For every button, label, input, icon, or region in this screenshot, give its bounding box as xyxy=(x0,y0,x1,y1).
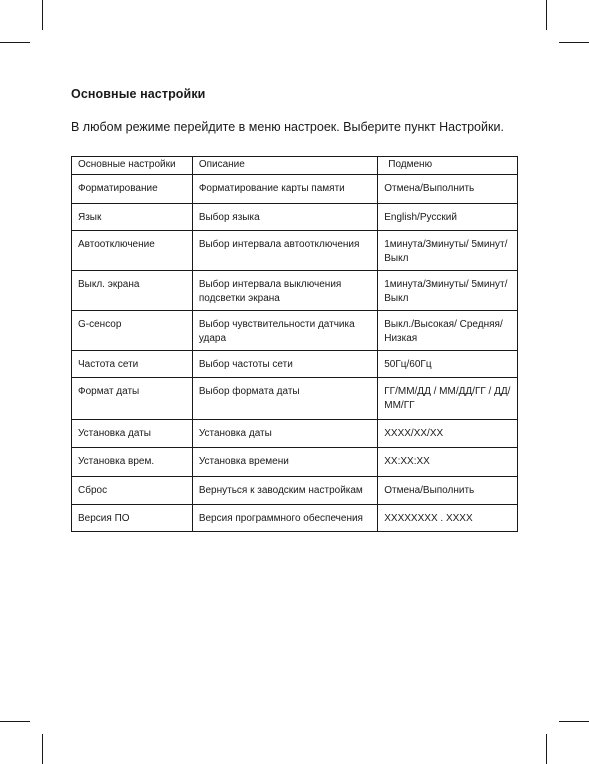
table-row xyxy=(72,420,518,448)
cell-submenu: 50Гц/60Гц xyxy=(378,351,518,378)
table-row xyxy=(72,505,518,532)
table-row xyxy=(72,175,518,204)
cell-submenu: ХХ:ХХ:ХХ xyxy=(378,448,518,477)
cell-setting-name: Формат даты xyxy=(72,378,193,420)
intro-paragraph: В любом режиме перейдите в меню настроек. Выберите пункт Настройки. xyxy=(71,120,504,134)
cell-submenu: ХХХХХХХХ . ХХХХ xyxy=(378,505,518,532)
cell-description: Выбор языка xyxy=(192,204,377,231)
crop-mark-bottom-left-vertical xyxy=(42,734,43,764)
cell-description: Выбор интервала выключения подсветки экрана xyxy=(192,271,377,311)
cell-submenu: English/Русский xyxy=(378,204,518,231)
header-description: Описание xyxy=(192,157,377,175)
cell-setting-name: Частота сети xyxy=(72,351,193,378)
cell-description: Вернуться к заводским настройкам xyxy=(192,477,377,505)
crop-mark-top-right-vertical xyxy=(546,0,547,30)
table-row xyxy=(72,311,518,351)
table-row xyxy=(72,477,518,505)
section-heading: Основные настройки xyxy=(71,87,206,101)
cell-submenu: ГГ/ММ/ДД / ММ/ДД/ГГ / ДД/ММ/ГГ xyxy=(378,378,518,420)
header-submenu: Подменю xyxy=(378,157,518,175)
crop-mark-top-right-horizontal xyxy=(559,42,589,43)
cell-description: Выбор чувствительности датчика удара xyxy=(192,311,377,351)
cell-submenu: Отмена/Выполнить xyxy=(378,477,518,505)
cell-setting-name: Сброс xyxy=(72,477,193,505)
cell-description: Установка даты xyxy=(192,420,377,448)
cell-setting-name: Автоотключение xyxy=(72,231,193,271)
table-row xyxy=(72,351,518,378)
crop-mark-bottom-right-vertical xyxy=(546,734,547,764)
cell-submenu: 1минута/3минуты/ 5минут/Выкл xyxy=(378,231,518,271)
cell-description: Установка времени xyxy=(192,448,377,477)
cell-setting-name: Форматирование xyxy=(72,175,193,204)
table-row xyxy=(72,271,518,311)
cell-submenu: Выкл./Высокая/ Средняя/Низкая xyxy=(378,311,518,351)
table-row xyxy=(72,231,518,271)
settings-table xyxy=(71,156,518,532)
cell-submenu: ХХХХ/ХХ/ХХ xyxy=(378,420,518,448)
cell-description: Выбор частоты сети xyxy=(192,351,377,378)
crop-mark-bottom-left-horizontal xyxy=(0,721,30,722)
cell-description: Выбор формата даты xyxy=(192,378,377,420)
cell-description: Версия программного обеспечения xyxy=(192,505,377,532)
crop-mark-top-left-vertical xyxy=(42,0,43,30)
cell-description: Выбор интервала автоотключения xyxy=(192,231,377,271)
cell-setting-name: Выкл. экрана xyxy=(72,271,193,311)
table-row xyxy=(72,448,518,477)
cell-description: Форматирование карты памяти xyxy=(192,175,377,204)
cell-setting-name: Установка врем. xyxy=(72,448,193,477)
table-row xyxy=(72,204,518,231)
cell-setting-name: G-сенсор xyxy=(72,311,193,351)
cell-setting-name: Язык xyxy=(72,204,193,231)
crop-mark-bottom-right-horizontal xyxy=(559,721,589,722)
cell-submenu: 1минута/3минуты/ 5минут/Выкл xyxy=(378,271,518,311)
table-header-row xyxy=(72,157,518,175)
crop-mark-top-left-horizontal xyxy=(0,42,30,43)
header-settings: Основные настройки xyxy=(72,157,193,175)
table-row xyxy=(72,378,518,420)
cell-submenu: Отмена/Выполнить xyxy=(378,175,518,204)
cell-setting-name: Версия ПО xyxy=(72,505,193,532)
cell-setting-name: Установка даты xyxy=(72,420,193,448)
